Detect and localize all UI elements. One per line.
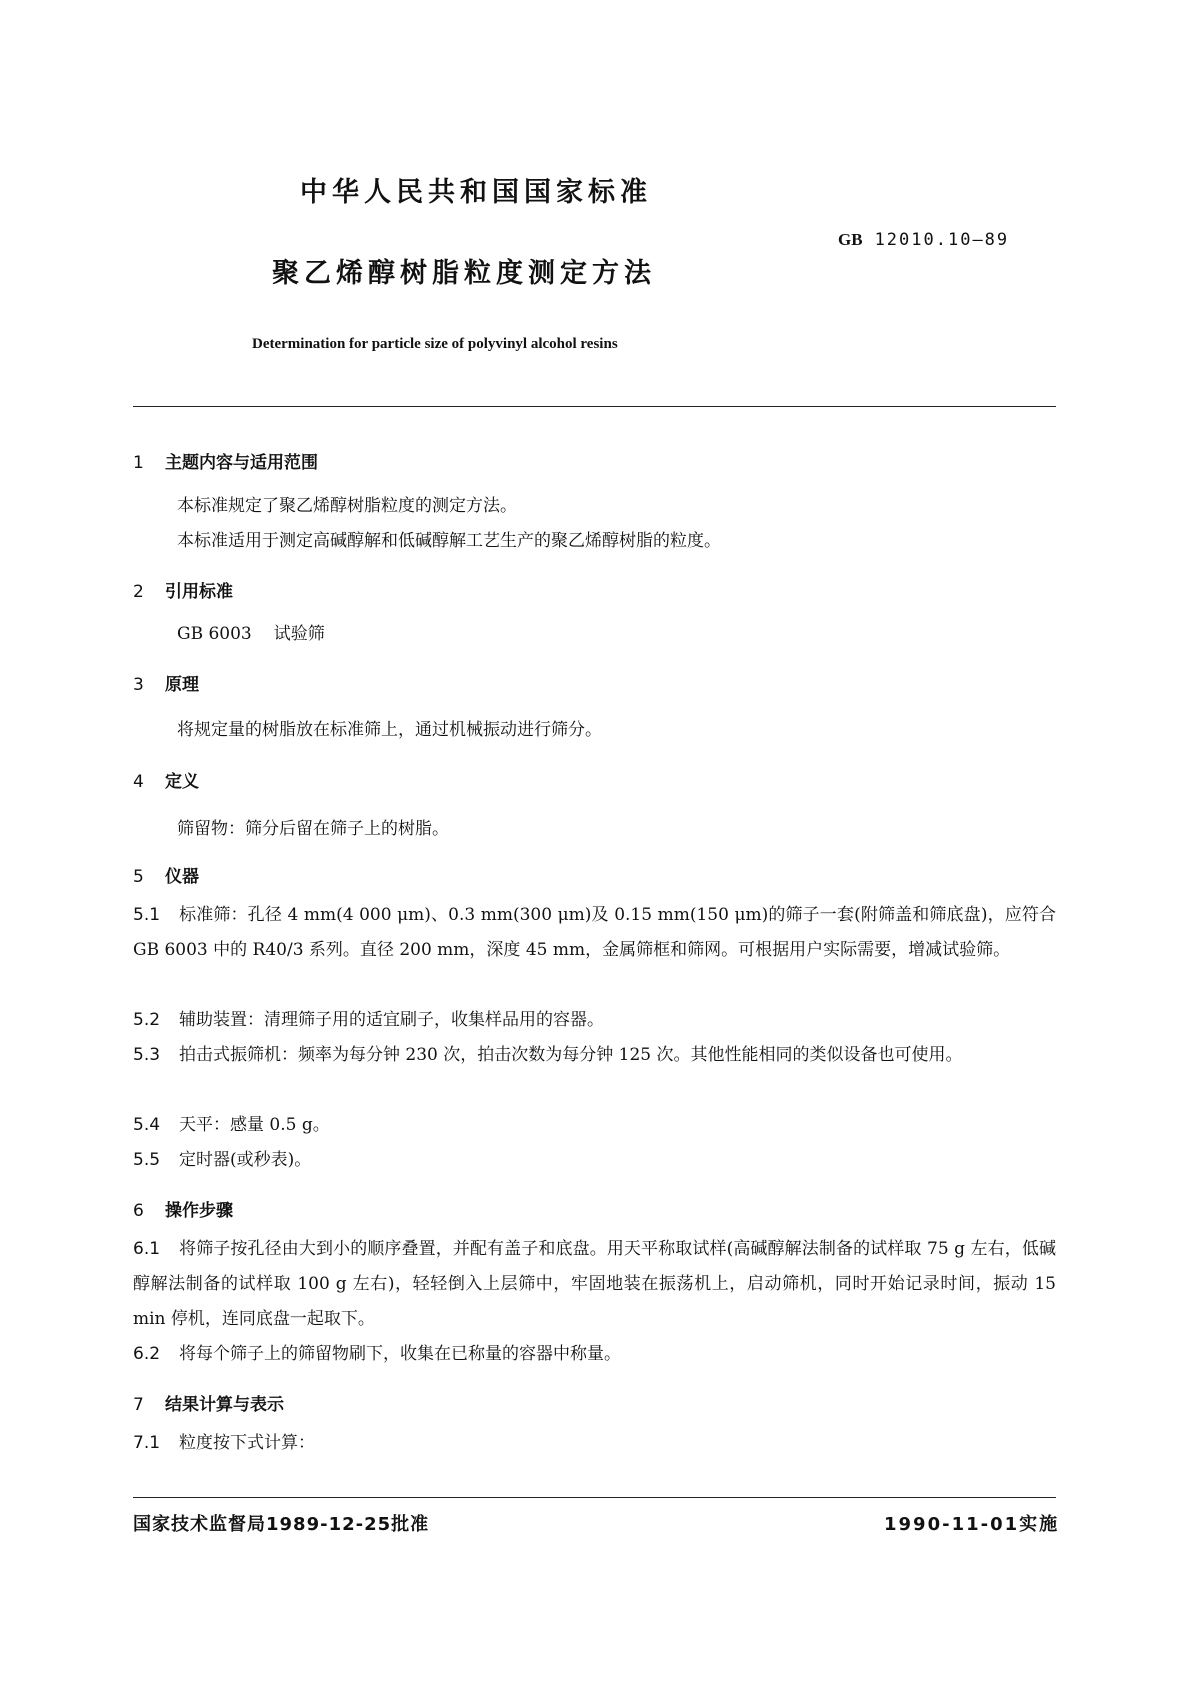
- clause-number: 5.1: [133, 905, 161, 925]
- clause-text: 辅助装置：清理筛子用的适宜刷子，收集样品用的容器。: [179, 1010, 604, 1030]
- section-number: 1: [133, 453, 144, 473]
- clause-5-1: [133, 898, 1056, 968]
- section-title: 仪器: [165, 867, 199, 887]
- reference-name: 试验筛: [273, 624, 325, 644]
- clause-6-1: [133, 1232, 1056, 1337]
- section-title: 结果计算与表示: [165, 1395, 284, 1415]
- clause-text: 拍击式振筛机：频率为每分钟 230 次，拍击次数为每分钟 125 次。其他性能相同的类似设备也可使用。: [179, 1045, 963, 1065]
- clause-number: 5.3: [133, 1045, 161, 1065]
- section-number: 6: [133, 1201, 144, 1221]
- section-3-paragraph: 将规定量的树脂放在标准筛上，通过机械振动进行筛分。: [177, 720, 602, 740]
- section-number: 4: [133, 772, 144, 792]
- section-number: 5: [133, 867, 144, 887]
- clause-number: 6.2: [133, 1344, 161, 1364]
- approval-note: 国家技术监督局1989-12-25批准: [133, 1514, 430, 1535]
- clause-number: 6.1: [133, 1239, 161, 1259]
- clause-5-2: [133, 1003, 1056, 1038]
- clause-5-3: [133, 1038, 1056, 1073]
- clause-number: 5.4: [133, 1115, 161, 1135]
- clause-text: 粒度按下式计算：: [179, 1433, 315, 1453]
- clause-text: 定时器(或秒表)。: [179, 1150, 312, 1170]
- clause-number: 5.2: [133, 1010, 161, 1030]
- clause-5-4: [133, 1108, 1056, 1143]
- section-6-heading: [133, 1196, 233, 1221]
- section-title: 主题内容与适用范围: [165, 453, 318, 473]
- section-1-heading: [133, 448, 318, 473]
- section-7-heading: [133, 1390, 284, 1415]
- section-title: 定义: [165, 772, 199, 792]
- clause-text: 将每个筛子上的筛留物刷下，收集在已称量的容器中称量。: [179, 1344, 621, 1364]
- clause-5-5: [133, 1143, 1056, 1178]
- standard-prefix: GB: [838, 230, 863, 249]
- document-title: 聚乙烯醇树脂粒度测定方法: [272, 258, 656, 289]
- reference-code: GB 6003: [177, 624, 252, 644]
- clause-number: 5.5: [133, 1150, 161, 1170]
- implementation-date: 1990-11-01实施: [884, 1514, 1060, 1535]
- section-title: 引用标准: [165, 582, 233, 602]
- clause-6-2: [133, 1337, 1056, 1372]
- section-title: 操作步骤: [165, 1201, 233, 1221]
- section-number: 2: [133, 582, 144, 602]
- clause-text: 标准筛：孔径 4 mm(4 000 μm)、0.3 mm(300 μm)及 0.15 mm(150 μm)的筛子一套(附筛盖和筛底盘)，应符合 GB 6003 中的 R40/3 系列。直径 200 mm，深度 45 mm，金属筛框和筛网。可根据用户实际需要，增减试验筛。: [133, 905, 1056, 960]
- standard-code: 12010.10—89: [874, 230, 1010, 250]
- clause-7-1: [133, 1426, 1056, 1461]
- clause-number: 7.1: [133, 1433, 161, 1453]
- section-title: 原理: [165, 675, 199, 695]
- clause-text: 将筛子按孔径由大到小的顺序叠置，并配有盖子和底盘。用天平称取试样(高碱醇解法制备的试样取 75 g 左右，低碱醇解法制备的试样取 100 g 左右)，轻轻倒入上层筛中，牢固地装在振荡机上，启动筛机，同时开始记录时间，振动 15 min 停机，连同底盘一起取下。: [133, 1239, 1056, 1329]
- footer-divider: [133, 1497, 1056, 1498]
- national-standard-heading: 中华人民共和国国家标准: [300, 177, 652, 208]
- section-3-heading: [133, 670, 199, 695]
- section-1-paragraph-1: 本标准规定了聚乙烯醇树脂粒度的测定方法。: [177, 496, 517, 516]
- clause-text: 天平：感量 0.5 g。: [179, 1115, 330, 1135]
- section-number: 3: [133, 675, 144, 695]
- section-1-paragraph-2: 本标准适用于测定高碱醇解和低碱醇解工艺生产的聚乙烯醇树脂的粒度。: [177, 531, 721, 551]
- header-divider: [133, 406, 1056, 407]
- section-5-heading: [133, 862, 199, 887]
- section-2-heading: [133, 577, 233, 602]
- section-number: 7: [133, 1395, 144, 1415]
- document-title-english: Determination for particle size of polyvinyl alcohol resins: [252, 336, 618, 352]
- section-4-paragraph: 筛留物：筛分后留在筛子上的树脂。: [177, 819, 449, 839]
- standard-number: [838, 230, 1009, 250]
- section-4-heading: [133, 767, 199, 792]
- section-2-reference: [177, 617, 325, 652]
